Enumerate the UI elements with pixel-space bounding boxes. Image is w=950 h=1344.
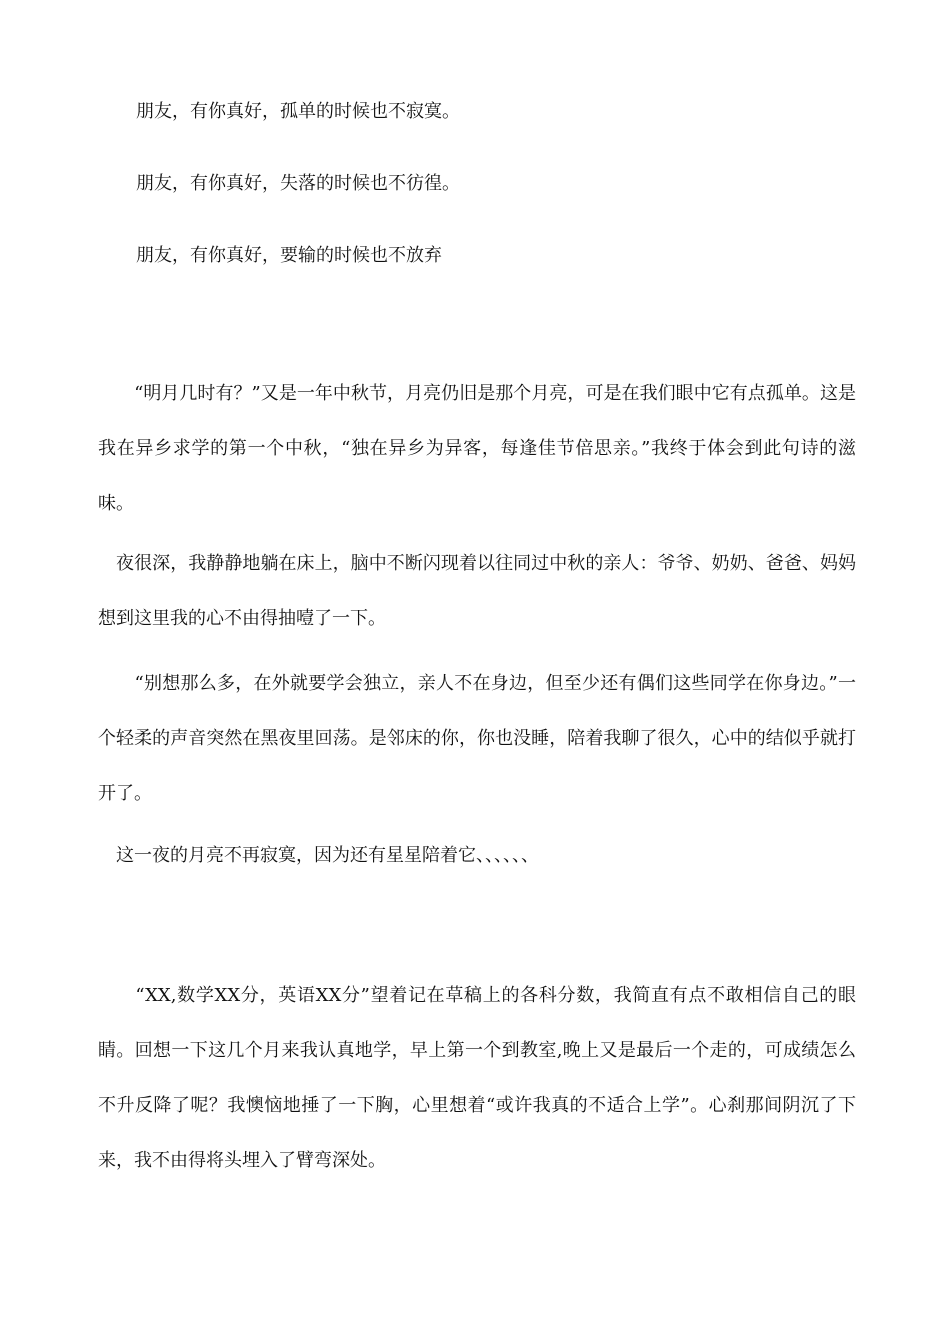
essay1-paragraph-4: 这一夜的月亮不再寂寞，因为还有星星陪着它、、、、、、 [98,845,539,866]
poem-line-2: 朋友，有你真好，失落的时候也不彷徨。 [136,173,460,194]
essay1-paragraph-2: 夜很深，我静静地躺在床上，脑中不断闪现着以往同过中秋的亲人：爷爷、奶奶、爸爸、妈妈想到这里我的心不由得抽噎了一下。 [98,553,856,629]
poem-line-1: 朋友，有你真好，孤单的时候也不寂寞。 [136,101,460,122]
essay1-paragraph-3: “别想那么多，在外就要学会独立，亲人不在身边，但至少还有偶们这些同学在你身边。”一个轻柔的声音突然在黑夜里回荡。是邻床的你，你也没睡，陪着我聊了很久，心中的结似乎就打开了。 [98,673,856,804]
essay1-paragraph-1: “明月几时有？”又是一年中秋节，月亮仍旧是那个月亮，可是在我们眼中它有点孤单。这是我在异乡求学的第一个中秋，“独在异乡为异客，每逢佳节倍思亲。”我终于体会到此句诗的滋味。 [98,383,856,514]
essay2-paragraph-1: “XX,数学XX分，英语XX分”望着记在草稿上的各科分数，我简直有点不敢相信自己的眼睛。回想一下这几个月来我认真地学，早上第一个到教室,晚上又是最后一个走的，可成绩怎么不升反降了呢？我懊恼地捶了一下胸，心里想着“或许我真的不适合上学”。心刹那间阴沉了下来，我不由得将头埋入了臂弯深处。 [98,985,856,1171]
poem-line-3: 朋友，有你真好，要输的时候也不放弃 [136,245,442,266]
